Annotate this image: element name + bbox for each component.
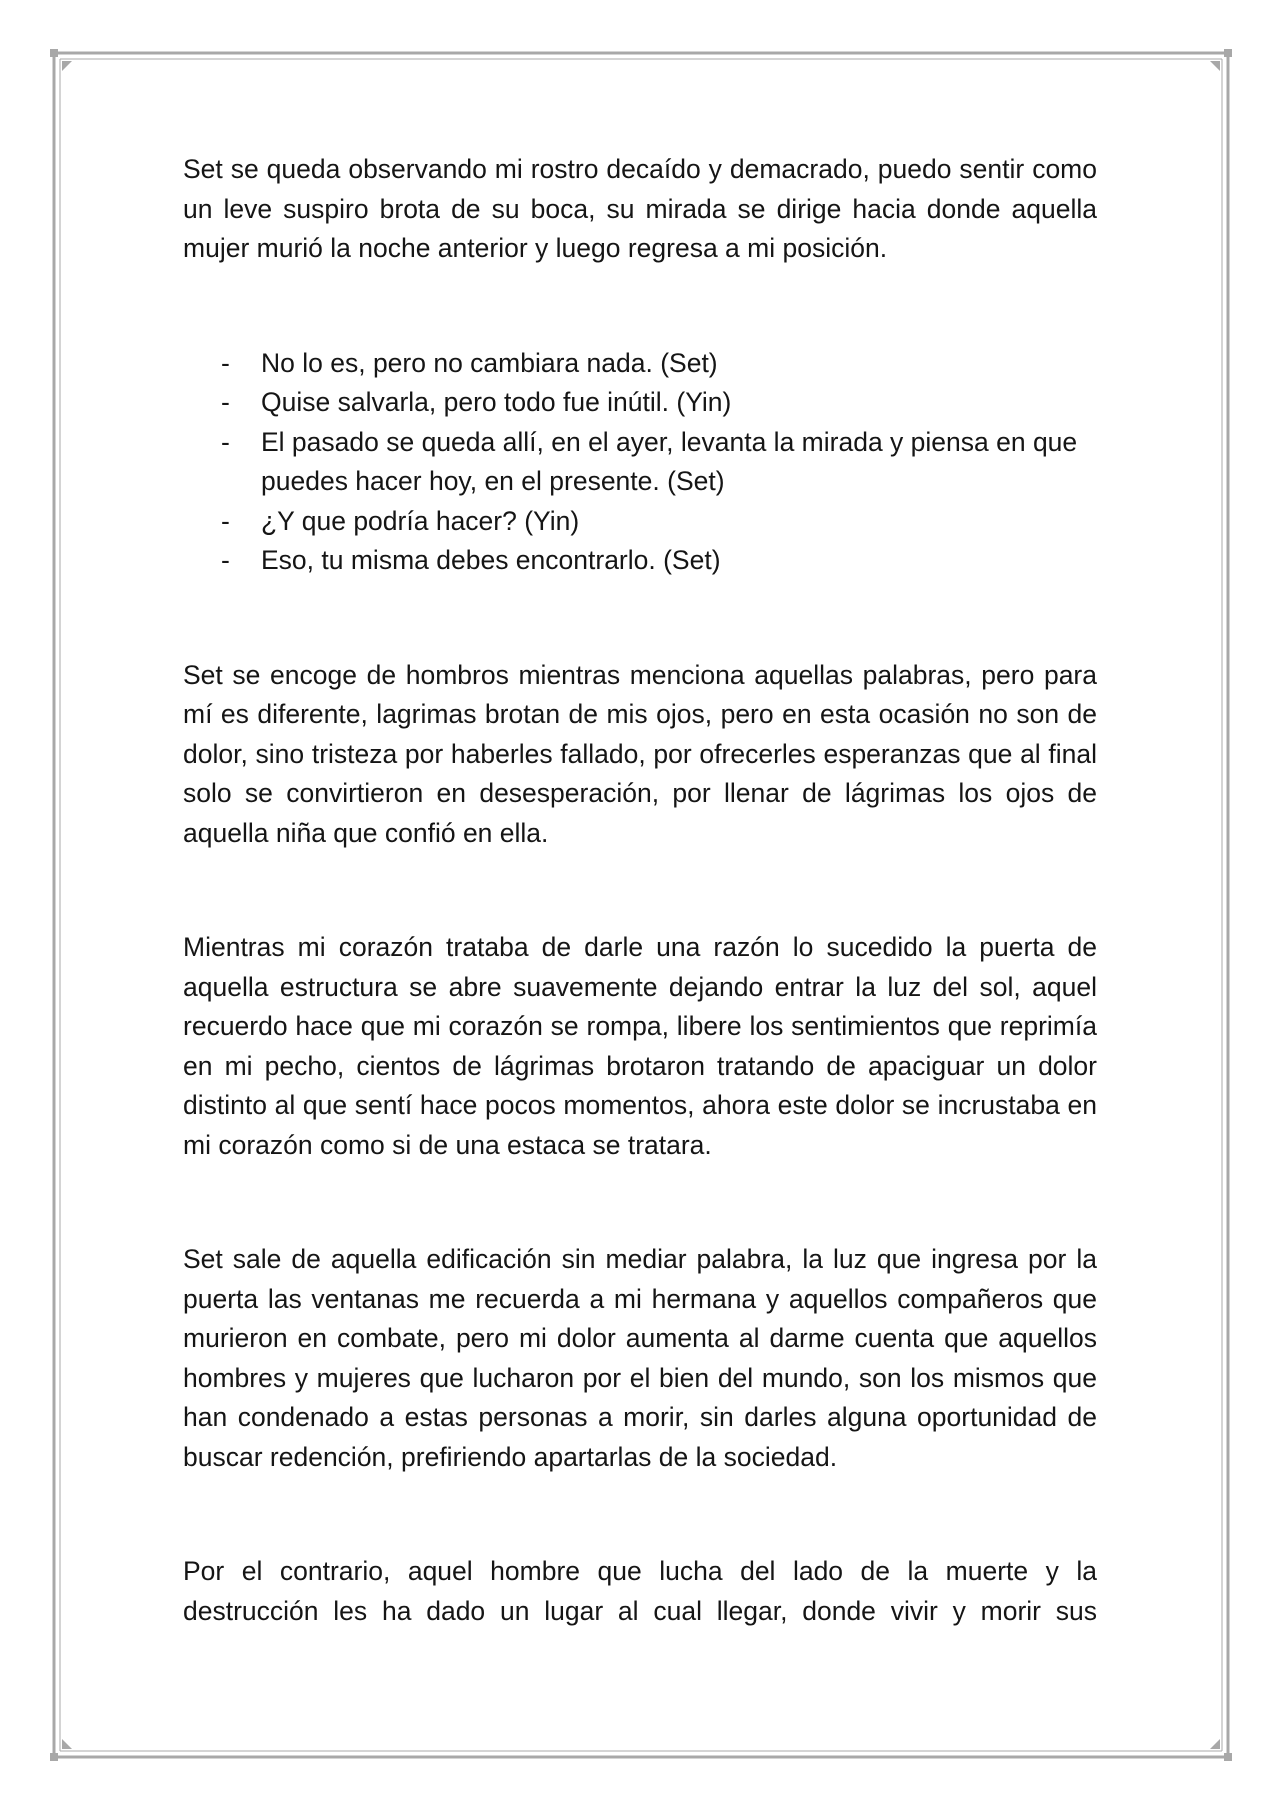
paragraph-2: Set se encoge de hombros mientras menciona aquellas palabras, pero para mí es diferente, lagrimas brotan de mis ojos, pero en esta ocasión no son de dolor, sino tristeza por haberles fallado, por ofrecerles esperanzas que al final solo se convirtieron en desesperación, por llenar de lágrimas los ojos de aquella niña que confió en ella. bbox=[183, 659, 1097, 848]
dialogue-line-4 bbox=[183, 502, 1097, 542]
dialogue-text: ¿Y que podría hacer? (Yin) bbox=[261, 505, 580, 536]
dialogue-text: Eso, tu misma debes encontrarlo. (Set) bbox=[261, 545, 721, 575]
paragraph-5: Por el contrario, aquel hombre que lucha del lado de la muerte y la destrucción les ha dado un lugar al cual llegar, donde vivir y morir sus bbox=[183, 1556, 1097, 1626]
dialogue-text: El pasado se queda allí, en el ayer, levanta la mirada y piensa en que puedes hacer hoy, en el presente. (Set) bbox=[261, 426, 1078, 496]
dialogue-text: No lo es, pero no cambiara nada. (Set) bbox=[261, 347, 718, 378]
dash-bullet: - bbox=[221, 426, 230, 457]
dash-bullet: - bbox=[221, 387, 230, 417]
dash-bullet: - bbox=[221, 505, 230, 536]
paragraph-1: Set se queda observando mi rostro decaído y demacrado, puedo sentir como un leve suspiro brota de su boca, su mirada se dirige hacia donde aquella mujer murió la noche anterior y luego regresa a mi posición. bbox=[183, 154, 1097, 263]
paragraph-4: Set sale de aquella edificación sin mediar palabra, la luz que ingresa por la puerta las ventanas me recuerda a mi hermana y aquellos compañeros que murieron en combate, pero mi dolor aumenta al darme cuenta que aquellos hombres y mujeres que lucharon por el bien del mundo, son los mismos que han condenado a estas personas a morir, sin darles alguna oportunidad de buscar redención, prefiriendo apartarlas de la sociedad. bbox=[183, 1244, 1097, 1472]
dialogue-text: Quise salvarla, pero todo fue inútil. (Yin) bbox=[261, 387, 732, 417]
paragraph-3: Mientras mi corazón trataba de darle una razón lo sucedido la puerta de aquella estructura se abre suavemente dejando entrar la luz del sol, aquel recuerdo hace que mi corazón se rompa, libere los sentimientos que reprimía en mi pecho, cientos de lágrimas brotaron tratando de apaciguar un dolor distinto al que sentí hace pocos momentos, ahora este dolor se incrustaba en mi corazón como si de una estaca se tratara. bbox=[183, 932, 1097, 1160]
dialogue-line-2 bbox=[183, 383, 1097, 423]
dialogue-line-5 bbox=[183, 541, 1097, 581]
dialogue-list bbox=[183, 344, 1097, 581]
document-body bbox=[183, 150, 1097, 1631]
dialogue-line-3 bbox=[183, 423, 1097, 502]
dialogue-line-1 bbox=[183, 344, 1097, 384]
dash-bullet: - bbox=[221, 545, 230, 575]
dash-bullet: - bbox=[221, 347, 230, 378]
